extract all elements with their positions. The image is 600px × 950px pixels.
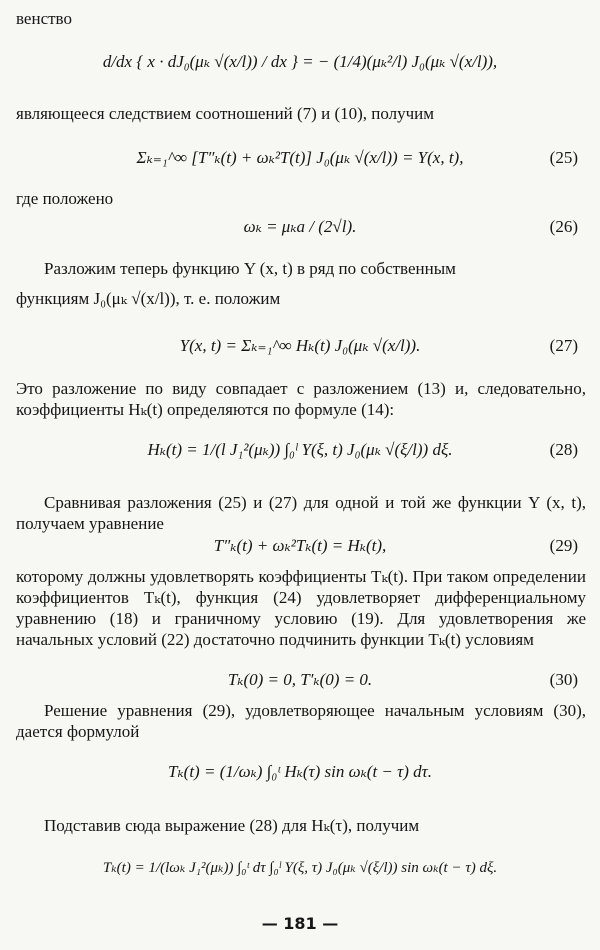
- equation-body: T″ₖ(t) + ωₖ²Tₖ(t) = Hₖ(t),: [213, 536, 387, 555]
- equation: [0, 336, 600, 356]
- equation: [0, 536, 600, 556]
- text-line: являющееся следствием соотношений (7) и (10), получим: [16, 104, 435, 123]
- equation-body: Σₖ₌₁^∞ [T″ₖ(t) + ωₖ²T(t)] J₀(μₖ √(x/l)) = Y(x, t),: [136, 148, 464, 167]
- equation-body: Tₖ(t) = 1/(lωₖ J₁²(μₖ)) ∫₀ᵗ dτ ∫₀ˡ Y(ξ, τ) J₀(μₖ √(ξ/l)) sin ωₖ(t − τ) dξ.: [102, 860, 498, 876]
- equation-body: ωₖ = μₖa / (2√l).: [243, 217, 357, 236]
- equation-number: (28): [549, 440, 578, 459]
- equation-number: (26): [549, 217, 578, 236]
- equation-number: (27): [549, 336, 578, 355]
- equation: [0, 440, 600, 460]
- equation-body: d/dx { x · dJ₀(μₖ √(x/l)) / dx } = − (1/4)(μₖ²/l) J₀(μₖ √(x/l)),: [102, 52, 498, 71]
- equation: [0, 52, 600, 72]
- text-paragraph: Это разложение по виду совпадает с разложением (13) и, следовательно, коэффициенты Hₖ(t) определяются по формуле (14):: [16, 379, 586, 419]
- text-paragraph: которому должны удовлетворять коэффициенты Tₖ(t). При таком определении коэффициентов Tₖ(t), функция (24) удовлетворяет дифференциальному уравнению (18) и граничному условию (19). Для удовлетворения же начальных условий (22) достаточно подчинить функции Tₖ(t) условиям: [16, 567, 586, 649]
- equation-body: Y(x, t) = Σₖ₌₁^∞ Hₖ(t) J₀(μₖ √(x/l)).: [179, 336, 421, 355]
- text-line: функциям J₀(μₖ √(x/l)), т. е. положим: [16, 289, 281, 308]
- text-line: Разложим теперь функцию Y (x, t) в ряд по собственным: [44, 259, 456, 278]
- text-paragraph: Сравнивая разложения (25) и (27) для одной и той же функции Y (x, t), получаем уравнение: [16, 493, 586, 533]
- text-line: Подставив сюда выражение (28) для Hₖ(τ), получим: [44, 816, 420, 835]
- equation: [0, 148, 600, 168]
- equation-number: (30): [549, 670, 578, 689]
- equation-body: Tₖ(0) = 0, T′ₖ(0) = 0.: [227, 670, 373, 689]
- equation: [0, 670, 600, 690]
- page-number: — 181 —: [261, 914, 339, 933]
- equation: [0, 762, 600, 782]
- equation-number: (29): [549, 536, 578, 555]
- equation-body: Hₖ(t) = 1/(l J₁²(μₖ)) ∫₀ˡ Y(ξ, t) J₀(μₖ √(ξ/l)) dξ.: [147, 440, 453, 459]
- text-paragraph: Решение уравнения (29), удовлетворяющее начальным условиям (30), дается формулой: [16, 701, 586, 741]
- text-line: венство: [16, 9, 72, 28]
- equation-number: (25): [549, 148, 578, 167]
- text-line: где положено: [16, 189, 114, 208]
- equation: [0, 858, 600, 877]
- equation-body: Tₖ(t) = (1/ωₖ) ∫₀ᵗ Hₖ(τ) sin ωₖ(t − τ) dτ.: [168, 762, 432, 781]
- equation: [0, 217, 600, 237]
